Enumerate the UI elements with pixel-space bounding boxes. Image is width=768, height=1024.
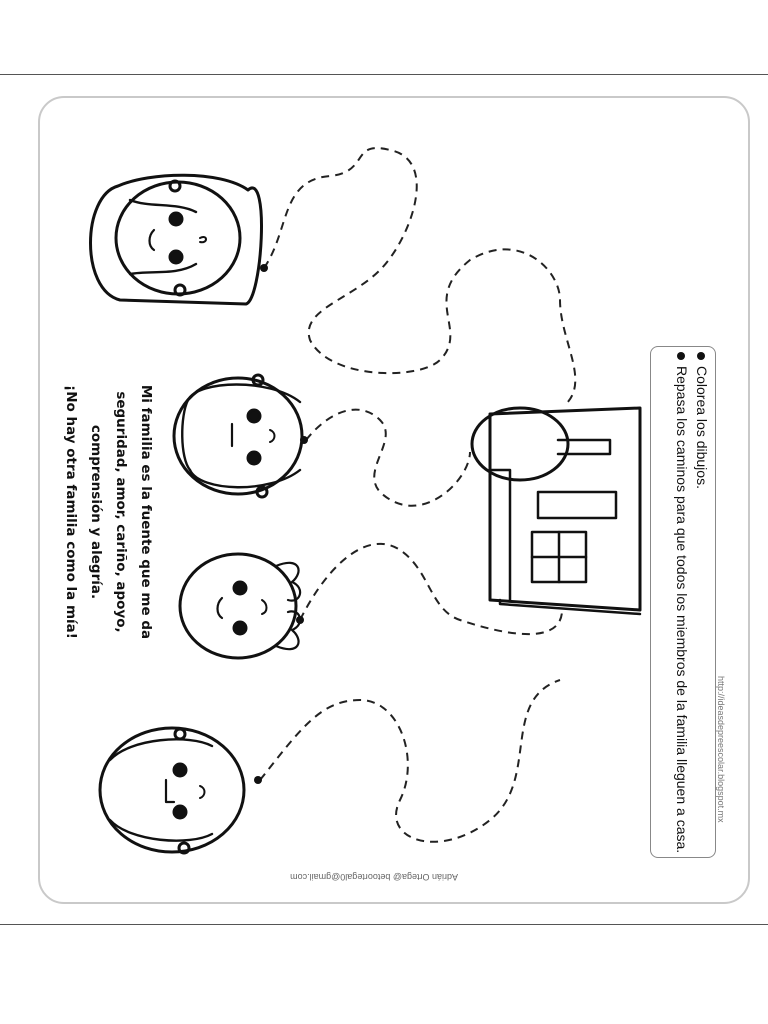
instructions-list — [672, 352, 712, 853]
family-poem — [58, 382, 158, 642]
instruction-item-1 — [692, 352, 712, 853]
poem-line-1: Mi familia es la fuente que me da — [138, 384, 154, 640]
bullet-icon — [677, 352, 685, 360]
house — [472, 408, 640, 614]
mother-face — [91, 175, 262, 304]
source-url: http://ideasdepreescolar.blogspot.mx — [716, 676, 726, 823]
tracing-paths — [260, 148, 575, 842]
poem-line-3: comprensión y alegría. — [88, 424, 104, 600]
father-face — [174, 375, 302, 497]
poem-line-2: seguridad, amor, cariño, apoyo, — [113, 391, 129, 633]
author-credit: Adrián Ortega@ betoortegal0@gmail.com — [290, 872, 458, 882]
instruction-text-2: Repasa los caminos para que todos los miembros de la familia lleguen a casa. — [674, 366, 690, 854]
instruction-item-2 — [672, 352, 692, 853]
bullet-icon — [697, 352, 705, 360]
instruction-text-1: Colorea los dibujos. — [694, 366, 710, 489]
poem-line-4: ¡No hay otra familia como la mía! — [63, 385, 79, 639]
baby-face — [180, 554, 300, 658]
child-face — [100, 728, 244, 853]
